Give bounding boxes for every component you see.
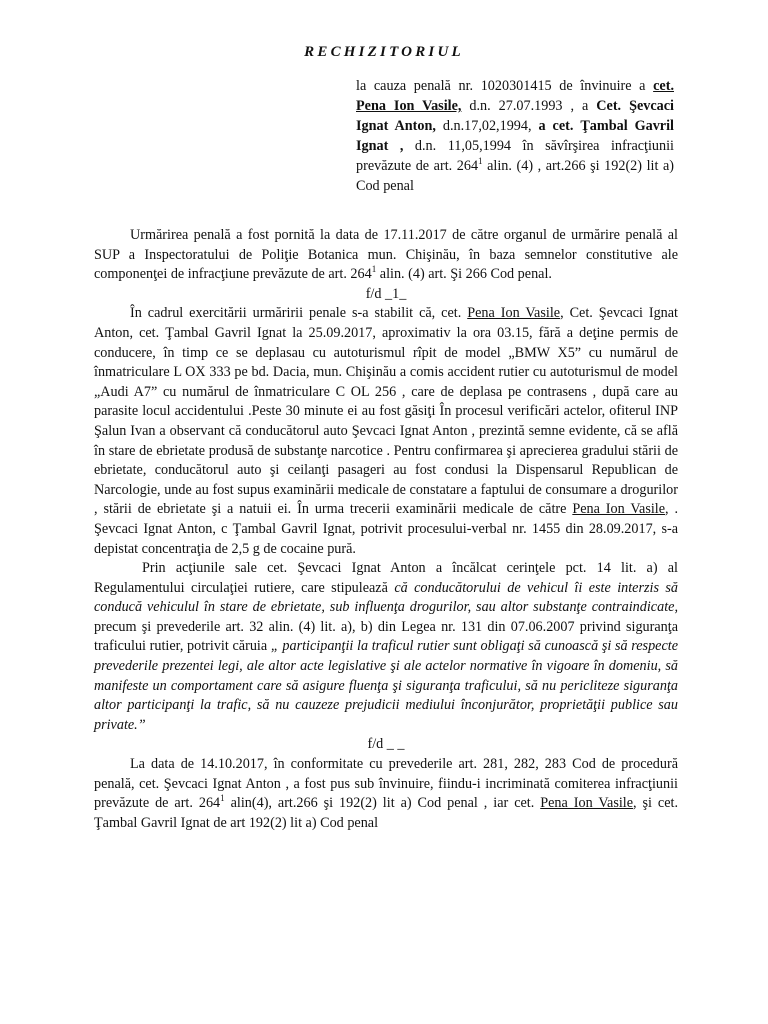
section-marker-2: f/d _ _ bbox=[367, 736, 405, 753]
paragraph-text: La data de 14.10.2017, în conformitate cu prevederile art. 281, 282, 283 Cod de procedură penală, cet. Şevcaci Ignat Anton , a fost pus sub învinuire, fiindu-i incriminată comiterea infracţiunii prevăzute de art. 264 bbox=[94, 756, 678, 812]
paragraph-text: , . Şevcaci Ignat Anton, c Ţambal Gavril Ignat, potrivit procesului-verbal nr. 1455 din 28.09.2017, s-a depistat concentraţia de 2,5 g de cocaine pură. bbox=[94, 501, 679, 557]
underlined-name: Pena Ion Vasile bbox=[467, 305, 561, 322]
paragraph-text: precum şi prevederile art. 32 alin. (4) lit. a), b) din Legea nr. 131 din 07.06.2007 privind siguranţa traficului rutier, potrivit căruia bbox=[94, 618, 678, 655]
intro-text: la cauza penală nr. 1020301415 de învinuire a bbox=[356, 78, 654, 94]
quoted-law: „ participanţii la traficul rutier sunt obligaţi să cunoască şi să respecte prevederile prezentei legi, ale altor acte legislative şi ale actelor normative în vigoare în domeniu, să manifeste un comportament care să asigure fluenţa şi siguranţa traficului, să nu pericliteze siguranţa altor participanţi la trafic, să nu cauzeze prejudicii mediului înconjurător, proprietăţii publice sau private.” bbox=[94, 638, 679, 733]
paragraph-prosecution-start bbox=[94, 226, 678, 285]
paragraph-charges bbox=[94, 755, 678, 833]
accused-name-3: a cet. Ţambal Gavril Ignat , bbox=[356, 118, 674, 154]
quoted-regulation: că conducătorului de vehicul îi este interzis să conducă vehiculul în stare de ebrietate, sub influenţa drogurilor, sau altor substanţe contraindicate, bbox=[94, 579, 678, 616]
paragraph-text: Urmărirea penală a fost pornită la data de 17.11.2017 de către organul de urmărire penală al SUP a Inspectoratului de Poliţie Botanica mun. Chişinău, în baza semnelor constitutive ale componenţei de infracţiune prevăzute de art. 264 bbox=[94, 227, 678, 283]
accused-name-1: cet. Pena Ion Vasile, bbox=[356, 78, 674, 114]
paragraph-text: Prin acţiunile sale cet. Şevcaci Ignat Anton a încălcat cerinţele pct. 14 lit. a) al Regulamentului circulaţiei rutiere, care stipulează bbox=[94, 560, 678, 596]
underlined-name: Pena Ion Vasile bbox=[572, 501, 666, 518]
case-intro bbox=[356, 76, 674, 196]
article-superscript: 1 bbox=[478, 156, 483, 166]
accused-name-2: Cet. Şevcaci Ignat Anton, bbox=[356, 98, 674, 134]
paragraph-text: alin(4), art.266 şi 192(2) lit a) Cod penal , iar cet. bbox=[224, 795, 541, 812]
article-superscript: 1 bbox=[371, 264, 377, 275]
paragraph-violations bbox=[94, 559, 678, 735]
intro-text: d.n. 27.07.1993 , a bbox=[461, 98, 597, 114]
document-title: RECHIZITORIUL bbox=[304, 44, 464, 60]
paragraph-text: În cadrul exercitării urmăririi penale s-a stabilit că, cet. bbox=[130, 305, 468, 322]
article-superscript: 1 bbox=[220, 793, 225, 804]
paragraph-text: alin. (4) art. Şi 266 Cod penal. bbox=[376, 266, 552, 283]
paragraph-text: , şi cet. Ţambal Gavril Ignat de art 192(2) lit a) Cod penal bbox=[94, 795, 679, 831]
document-body bbox=[94, 226, 678, 833]
intro-text: d.n. 11,05,1994 în săvîrşirea infracţiunii prevăzute de art. 264 bbox=[356, 138, 674, 174]
paragraph-facts bbox=[94, 304, 678, 559]
underlined-name: Pena Ion Vasile bbox=[540, 795, 634, 812]
section-marker-1: f/d _1_ bbox=[365, 285, 407, 302]
intro-text: alin. (4) , art.266 şi 192(2) lit a) Cod penal bbox=[356, 158, 674, 194]
intro-text: d.n.17,02,1994, bbox=[435, 118, 539, 134]
paragraph-text: , Cet. Şevcaci Ignat Anton, cet. Ţambal Gavril Ignat la 25.09.2017, aproximativ la ora 03.15, fără a deţine permis de conducere, în timp ce se deplasau cu autoturismul rîpit de model „BMW X5” cu numărul de înmatriculare L OX 333 pe bd. Dacia, mun. Chişinău a comis accident rutier cu autoturismul de model „Audi A7” cu numărul de înmatriculare C OL 256 , care de deplasa pe contrasens , după care au parasite locul accidentului .Peste 30 minute ei au fost găsiţi În procesul verificări actelor, ofiterul INP Şalun Ivan a observant că conducătorul auto Şevcaci Ignat Anton , prezintă semne evidente, că se află în stare de ebrietate produsă de substanţe narcotice . Pentru confirmarea şi aprecierea gradului stării de ebrietate, conducătorul auto şi ceilanţi pasageri au fost condusi la Dispensarul Republican de Narcologie, unde au fost supus examinării medicale de constatare a faptului de consumare a drogurilor , stării de ebrietate şi a natuii ei. În urma trecerii examinării medicale de către bbox=[94, 305, 678, 518]
